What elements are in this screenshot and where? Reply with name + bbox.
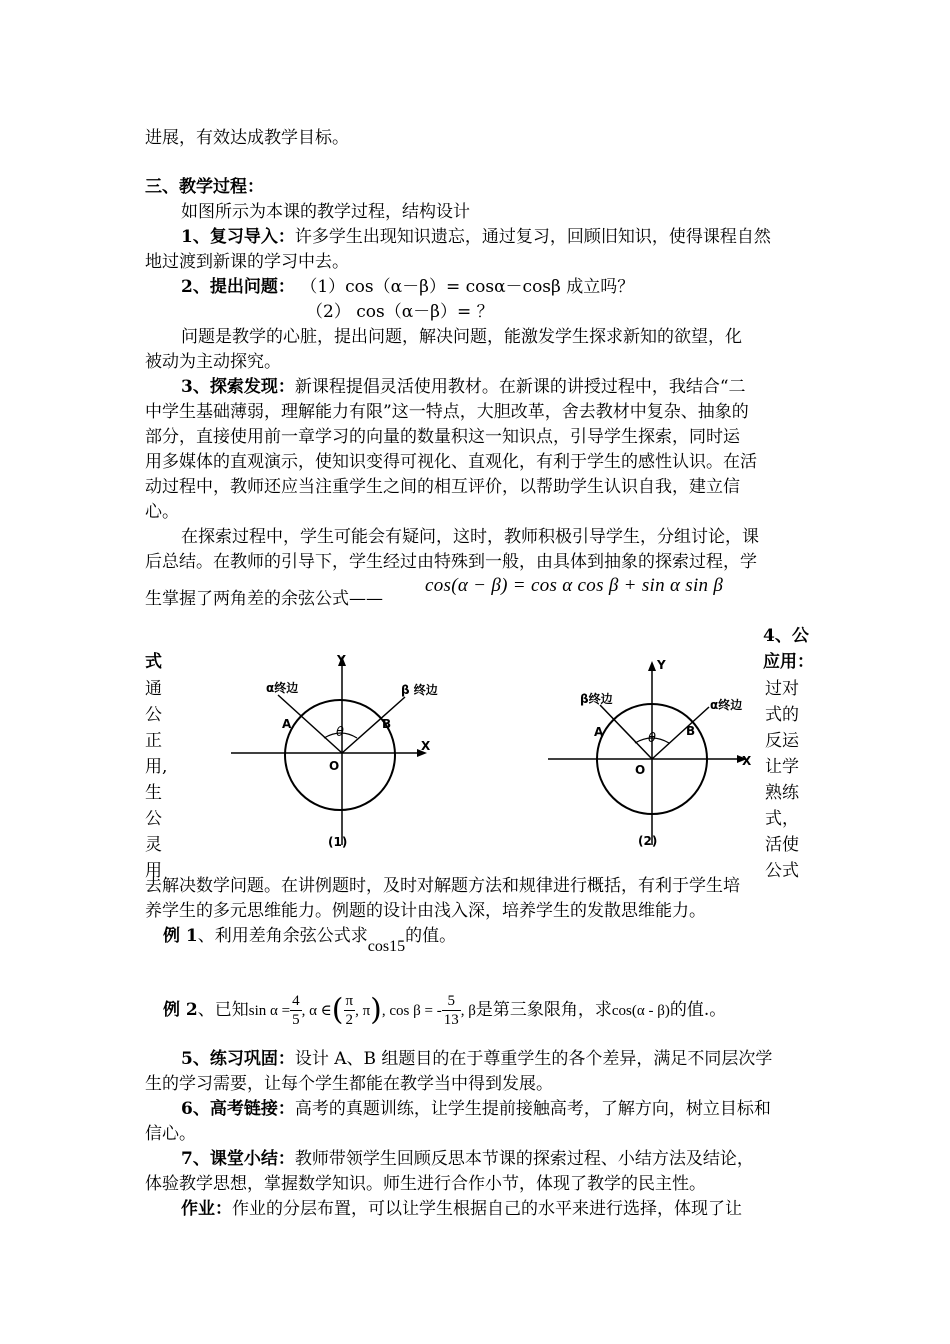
section-heading: 三、教学过程： xyxy=(145,177,264,197)
math-expression: cos15 xyxy=(367,938,406,955)
text-line: 动过程中，教师还应当注重学生之间的相互评价，以帮助学生认识自我，建立信 xyxy=(145,477,740,497)
text-line: 生掌握了两角差的余弦公式—— xyxy=(145,589,383,609)
text-line: 7、课堂小结：教师带领学生回顾反思本节课的探索过程、小结方法及结论， xyxy=(181,1149,754,1169)
point-a-label: A xyxy=(594,725,604,739)
text-line xyxy=(181,375,746,399)
theta-label: θ xyxy=(336,725,344,740)
text-line: 生的学习需要，让每个学生都能在教学当中得到发展。 xyxy=(145,1074,553,1094)
step-label: 4、公 xyxy=(763,626,809,646)
text-line xyxy=(181,275,634,299)
step-text: 新课程提倡灵活使用教材。在新课的讲授过程中，我结合“二 xyxy=(294,377,746,397)
text-line: 信心。 xyxy=(145,1124,196,1144)
text-line: 体验教学思想，掌握数学知识。师生进行合作小节，体现了教学的民主性。 xyxy=(145,1174,706,1194)
math-expression: cos(α - β) xyxy=(611,1003,670,1019)
y-axis-label: Y xyxy=(657,658,666,672)
text-line: 在探索过程中，学生可能会有疑问，这时，教师积极引导学生，分组讨论，课 xyxy=(181,527,759,547)
text-line xyxy=(181,225,771,249)
text-line: 养学生的多元思维能力。例题的设计由浅入深，培养学生的发散思维能力。 xyxy=(145,901,706,921)
unit-circle-figure-1 xyxy=(225,650,440,855)
question-2: （2） cos（α－β）= ？ xyxy=(306,302,494,322)
point-b-label: B xyxy=(686,724,696,738)
figure-caption: (1) xyxy=(328,835,348,849)
text-line: 心。 xyxy=(145,502,179,522)
fraction: $\frac{5}{13}$ xyxy=(443,993,459,1028)
x-axis-label: X xyxy=(421,739,431,753)
left-text-column: 通 公 正 用, 生 公 灵 用 xyxy=(145,679,168,881)
text-fragment: 应用： xyxy=(763,652,814,672)
text-line: 去解决数学问题。在讲例题时，及时对解题方法和规律进行概括，有利于学生培 xyxy=(145,876,740,896)
step-label: 7、课堂小结： xyxy=(181,1149,295,1169)
text-line: 地过渡到新课的学习中去。 xyxy=(145,252,349,272)
text-line: 被动为主动探究。 xyxy=(145,352,281,372)
step-label: 作业： xyxy=(181,1199,232,1219)
step-text: 许多学生出现知识遗忘，通过复习，回顾旧知识，使得课程自然 xyxy=(294,227,771,247)
y-axis-label: Y xyxy=(337,653,346,667)
beta-terminal-label: β终边 xyxy=(580,692,613,706)
text-line: 用多媒体的直观演示，使知识变得可视化、直观化，有利于学生的感性认识。在活 xyxy=(145,452,757,472)
point-b-label: B xyxy=(382,717,392,731)
text-line: 进展，有效达成教学目标。 xyxy=(145,128,349,148)
x-axis-label: X xyxy=(742,754,752,768)
example-2: 例 2、已知sin α = $\frac{4}{5}$ , α ∈( $\frac{\pi}{2}$ , π), cos β = - $\frac{5}{13}$ , β是第三象限角，求cos(α - β)的值.。 xyxy=(163,992,727,1028)
step-label: 2、提出问题： xyxy=(181,277,295,297)
point-a-label: A xyxy=(282,717,292,731)
origin-label: O xyxy=(635,763,646,777)
question-1: （1）cos（α－β）= cosα－cosβ 成立吗？ xyxy=(308,277,635,297)
text-line: 作业：作业的分层布置，可以让学生根据自己的水平来进行选择，体现了让 xyxy=(181,1199,742,1219)
alpha-terminal-label: α终边 xyxy=(266,681,299,695)
example-1: 例 1、利用差角余弦公式求cos15的值。 xyxy=(163,926,457,955)
beta-terminal-label: β 终边 xyxy=(401,683,438,697)
fraction: $\frac{4}{5}$ xyxy=(292,993,300,1028)
unit-circle-figure-2 xyxy=(545,655,760,855)
right-text-column: 过对 式的 反运 让学 熟练 式， 活使 公式 xyxy=(765,679,799,881)
text-line: 部分，直接使用前一章学习的向量的数量积这一知识点，引导学生探索，同时运 xyxy=(145,427,740,447)
cosine-difference-formula: cos(α − β) = cos α cos β + sin α sin β xyxy=(425,575,724,596)
text-line: 6、高考链接：高考的真题训练，让学生提前接触高考，了解方向，树立目标和 xyxy=(181,1099,771,1119)
text-line: 问题是教学的心脏，提出问题，解决问题，能激发学生探求新知的欲望，化 xyxy=(181,327,742,347)
step-label: 5、练习巩固： xyxy=(181,1049,295,1069)
alpha-terminal-label: α终边 xyxy=(710,698,743,712)
fraction: $\frac{\pi}{2}$ xyxy=(345,993,354,1028)
step-label: 6、高考链接： xyxy=(181,1099,295,1119)
text-line: 后总结。在教师的引导下，学生经过由特殊到一般，由具体到抽象的探索过程，学 xyxy=(145,552,757,572)
text-line: 如图所示为本课的教学过程，结构设计 xyxy=(181,202,470,222)
step-label: 3、探索发现： xyxy=(181,377,295,397)
figure-caption: (2) xyxy=(638,834,658,848)
text-line: 中学生基础薄弱，理解能力有限”这一特点，大胆改革，舍去教材中复杂、抽象的 xyxy=(145,402,749,422)
text-fragment: 式 xyxy=(145,652,162,672)
origin-label: O xyxy=(329,759,340,773)
theta-label: θ xyxy=(648,731,656,746)
text-line: 5、练习巩固：设计 A、B 组题目的在于尊重学生的各个差异，满足不同层次学 xyxy=(181,1049,773,1069)
step-label: 1、复习导入： xyxy=(181,227,295,247)
